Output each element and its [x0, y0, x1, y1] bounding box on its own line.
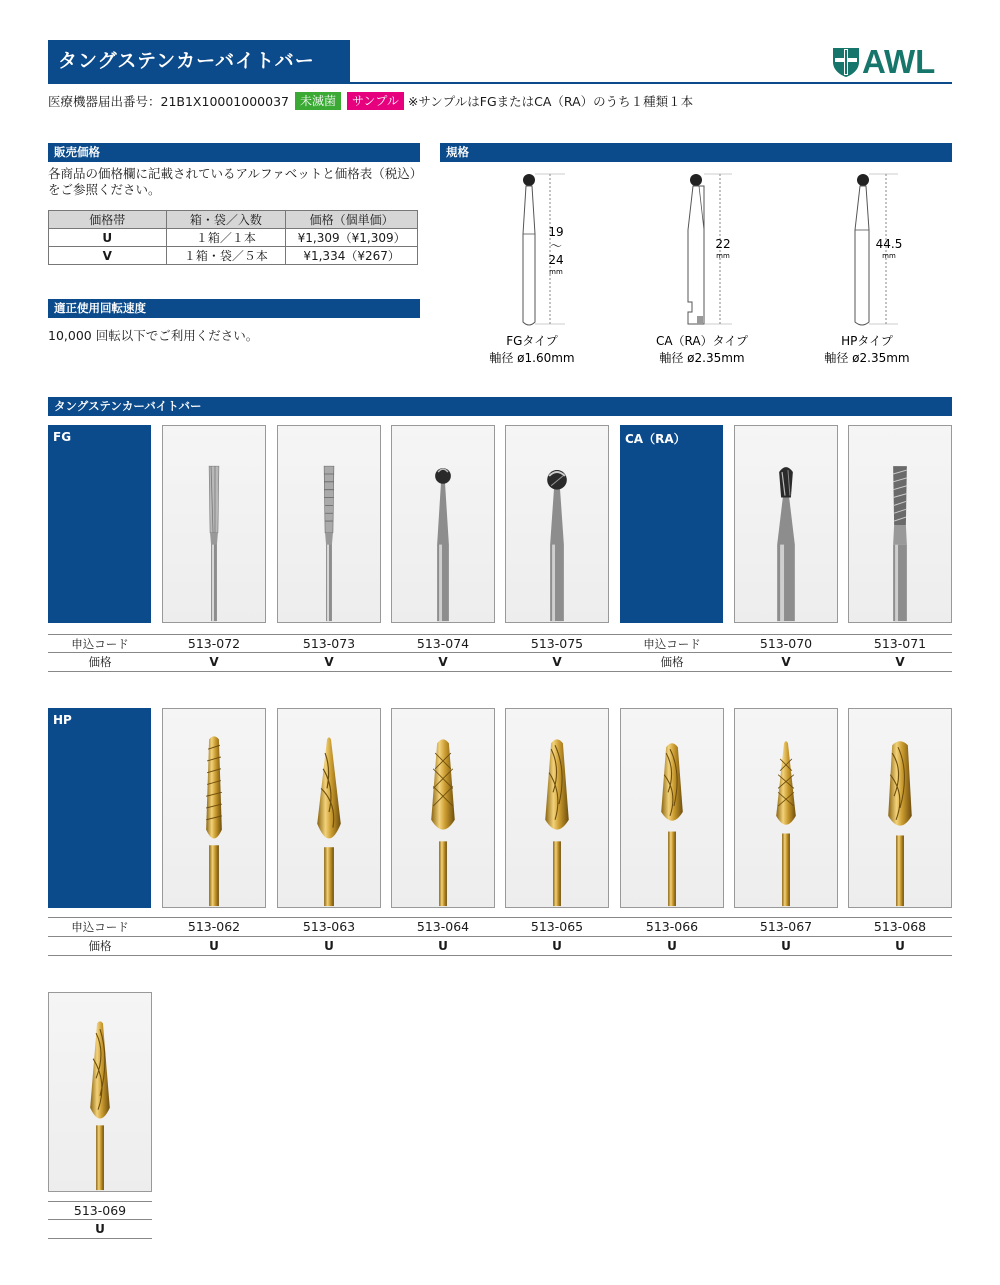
- quantity-header: 箱・袋／入数: [166, 211, 286, 229]
- product-photo-513-075: [505, 425, 609, 623]
- hp-length-unit: mm: [882, 252, 896, 260]
- sample-note: ※サンプルはFGまたはCA（RA）のうち１種類１本: [407, 94, 694, 109]
- product-code: 513-073: [302, 636, 356, 651]
- product-code: 513-070: [759, 636, 813, 651]
- price-band: V: [552, 655, 562, 669]
- price-band: U: [95, 1222, 105, 1236]
- product-photo-513-071: [848, 425, 952, 623]
- brand-logo: [832, 44, 954, 80]
- hp-bur-image: [849, 709, 951, 907]
- rpm-section-heading: 適正使用回転速度: [48, 299, 420, 318]
- price-band: U: [552, 939, 562, 953]
- price-band-header: 価格帯: [49, 211, 167, 229]
- product-photo-513-068: [848, 708, 952, 908]
- registration-line: [48, 91, 693, 111]
- product-code: 513-075: [530, 636, 584, 651]
- hp-bur-image: [49, 993, 151, 1191]
- ca-shaft-diameter: 軸径 ø2.35mm: [659, 351, 745, 365]
- product-photo-513-064: [391, 708, 495, 908]
- hp-bur-image: [392, 709, 494, 907]
- product-photo-513-067: [734, 708, 838, 908]
- product-photo-513-069: [48, 992, 152, 1192]
- ca-category-block: CA（RA）: [620, 425, 723, 623]
- registration-number: 医療機器届出番号：21B1X10001000037: [48, 94, 289, 109]
- fg-length-unit: mm: [549, 268, 563, 276]
- row-divider: [48, 1238, 152, 1239]
- fg-type-drawing: [489, 174, 574, 365]
- price-section-heading: 販売価格: [48, 143, 420, 162]
- price-table: [48, 210, 418, 265]
- page-title: タングステンカーバイトバー: [48, 40, 350, 82]
- product-code: 513-074: [416, 636, 470, 651]
- products-section-heading: タングステンカーバイトバー: [48, 397, 952, 416]
- price-band: U: [209, 939, 219, 953]
- code-label: 申込コード: [71, 637, 129, 651]
- ca-type-drawing: [656, 174, 748, 365]
- unit-price-header: 価格（個単価）: [286, 211, 418, 229]
- rpm-text: 10,000 回転以下でご利用ください。: [48, 328, 259, 343]
- ca-length: 22: [715, 237, 731, 251]
- large-round-bur-image: [506, 426, 608, 622]
- price-band: V: [209, 655, 219, 669]
- quantity: １箱／１本: [166, 229, 286, 247]
- product-photo-513-063: [277, 708, 381, 908]
- price-label: 価格: [660, 655, 684, 669]
- product-photo-513-074: [391, 425, 495, 623]
- product-code: 513-064: [416, 919, 470, 934]
- hp-bur-image: [278, 709, 380, 907]
- price-band: V: [781, 655, 791, 669]
- hp-type-name: HPタイプ: [841, 334, 893, 348]
- product-code: 513-072: [187, 636, 241, 651]
- price-band: U: [895, 939, 905, 953]
- fissure-bur-image: [163, 426, 265, 622]
- product-photo-513-072: [162, 425, 266, 623]
- table-row: [49, 229, 418, 247]
- price-band: U: [324, 939, 334, 953]
- product-code: 513-071: [873, 636, 927, 651]
- crosscut-cylinder-bur-image: [849, 426, 951, 622]
- logo-text: AWL: [862, 43, 936, 80]
- hp-length: 44.5: [875, 237, 903, 251]
- price-label: 価格: [88, 939, 112, 953]
- product-photo-513-065: [505, 708, 609, 908]
- hp-type-drawing: [824, 174, 909, 365]
- fg-length-top: 19: [548, 225, 564, 239]
- ca-length-unit: mm: [716, 252, 730, 260]
- product-code: 513-063: [302, 919, 356, 934]
- fg-length-bottom: 24: [548, 253, 564, 267]
- row-divider: [48, 955, 952, 956]
- unsterile-badge: 未滅菌: [295, 92, 341, 110]
- price-band: V: [895, 655, 905, 669]
- code-label: 申込コード: [71, 920, 129, 934]
- product-code: 513-065: [530, 919, 584, 934]
- row-divider: [48, 671, 952, 672]
- shield-cross-icon: [832, 46, 860, 78]
- ca-type-name: CA（RA）タイプ: [655, 334, 749, 348]
- hp-bur-image: [621, 709, 723, 907]
- price-band: U: [781, 939, 791, 953]
- price-band: U: [438, 939, 448, 953]
- product-photo-513-073: [277, 425, 381, 623]
- price-label: 価格: [88, 655, 112, 669]
- fg-shaft-diameter: 軸径 ø1.60mm: [489, 351, 575, 365]
- hp-bur-image: [735, 709, 837, 907]
- crosscut-bur-image: [278, 426, 380, 622]
- spec-section-heading: 規格: [440, 143, 952, 162]
- fg-category-block: FG: [48, 425, 151, 623]
- hp-bur-image: [163, 709, 265, 907]
- fg-type-name: FGタイプ: [506, 334, 558, 348]
- product-code: 513-067: [759, 919, 813, 934]
- hp-category-block: HP: [48, 708, 151, 908]
- price-description: 各商品の価格欄に記載されているアルファベットと価格表（税込）をご参照ください。: [48, 166, 423, 197]
- product-photo-513-066: [620, 708, 724, 908]
- price-band: U: [667, 939, 677, 953]
- product-photo-513-062: [162, 708, 266, 908]
- product-code: 513-068: [873, 919, 927, 934]
- unit-price: ¥1,309（¥1,309）: [286, 229, 418, 247]
- table-row: [49, 247, 418, 265]
- fg-length-separator: ～: [549, 239, 563, 253]
- quantity: １箱・袋／５本: [166, 247, 286, 265]
- price-band: V: [49, 247, 167, 265]
- hp-shaft-diameter: 軸径 ø2.35mm: [824, 351, 910, 365]
- price-band: U: [49, 229, 167, 247]
- sample-badge: サンプル: [347, 92, 404, 110]
- product-code: 513-062: [187, 919, 241, 934]
- price-band: V: [324, 655, 334, 669]
- code-label: 申込コード: [643, 637, 701, 651]
- spec-diagram: [440, 162, 952, 372]
- price-band: V: [438, 655, 448, 669]
- title-divider: [48, 82, 952, 84]
- hp-bur-image: [506, 709, 608, 907]
- product-photo-513-070: [734, 425, 838, 623]
- product-code: 513-066: [645, 919, 699, 934]
- round-bur-image: [392, 426, 494, 622]
- pear-bur-image: [735, 426, 837, 622]
- unit-price: ¥1,334（¥267）: [286, 247, 418, 265]
- product-code: 513-069: [73, 1203, 127, 1218]
